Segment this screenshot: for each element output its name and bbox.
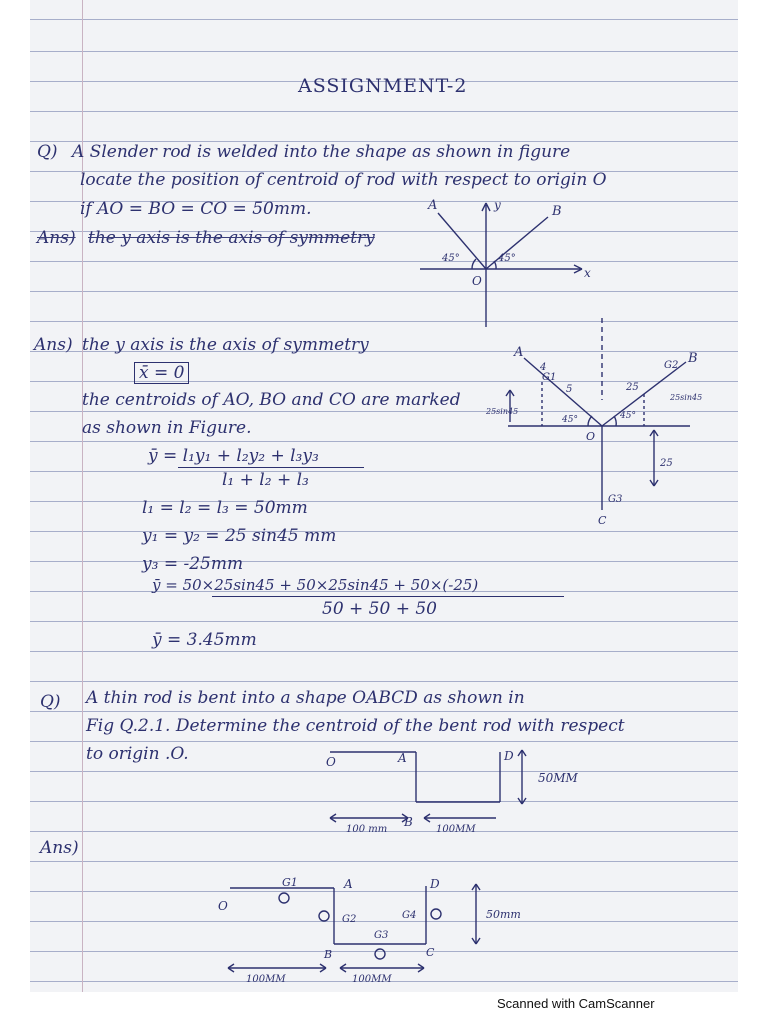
ans1-fig-label-c: C: [598, 514, 607, 527]
ans2-fig-width-1: 100MM: [246, 974, 286, 985]
ans1-fraction-bar-2: [212, 596, 564, 597]
ans1-fig-angle-1: 45°: [562, 415, 578, 425]
ans1-label: Ans): [34, 335, 73, 355]
ans1-y3: y₃ = -25mm: [142, 554, 244, 574]
q1-fig-label-x: x: [584, 266, 591, 280]
q1-fig-label-a: A: [428, 198, 438, 213]
q2-fig-label-o: O: [326, 755, 336, 769]
ans1-fig-label-b: B: [688, 351, 698, 366]
q2-label: Q): [40, 692, 61, 712]
ans1-result: ȳ = 3.45mm: [152, 630, 257, 650]
ans2-fig-label-g1: G1: [282, 876, 298, 889]
q1-fig-angle-2: 45°: [498, 253, 516, 264]
ans2-fig-label-d: D: [430, 877, 440, 891]
ans1-substitution: ȳ = 50×25sin45 + 50×25sin45 + 50×(-25): [152, 576, 479, 594]
ans2-fig-label-b: B: [324, 948, 333, 961]
ans2-fig-label-g2: G2: [342, 914, 357, 925]
ans1-fig-dim-right: 25sin45: [670, 393, 703, 402]
q1-fig-label-y: y: [494, 198, 501, 212]
ans2-fig-height: 50mm: [486, 908, 521, 921]
ans1-fraction-bar-1: [178, 467, 364, 468]
q1-line-2: locate the position of centroid of rod with respect to origin O: [80, 170, 607, 190]
ans1-line-3: the centroids of AO, BO and CO are marked: [82, 390, 461, 410]
ans1-fig-dim-down: 25: [660, 458, 673, 469]
ans2-figure: [200, 870, 540, 990]
ans1-fig-len-3: 25: [626, 382, 639, 393]
q2-line-3: to origin .O.: [86, 744, 189, 764]
ans1-fig-label-o: O: [586, 430, 596, 443]
ans2-fig-label-c: C: [426, 946, 435, 959]
ans1-line-1: the y axis is the axis of symmetry: [82, 335, 369, 355]
ans2-fig-label-a: A: [344, 877, 353, 891]
q1-fig-label-o: O: [472, 274, 482, 288]
ans1-line-4: as shown in Figure.: [82, 418, 252, 438]
q2-fig-label-b: B: [404, 815, 413, 829]
q1-struck-text: the y axis is the axis of symmetry: [88, 228, 375, 248]
q1-fig-angle-1: 45°: [442, 253, 460, 264]
ans1-fig-label-a: A: [514, 345, 524, 360]
ans1-xbar: x̄ = 0: [134, 362, 189, 384]
q2-line-1: A thin rod is bent into a shape OABCD as shown in: [86, 688, 525, 708]
q2-line-2: Fig Q.2.1. Determine the centroid of the bent rod with respect: [86, 716, 625, 736]
ans1-substitution-denominator: 50 + 50 + 50: [322, 599, 437, 619]
ans1-fig-label-g2: G2: [664, 360, 679, 371]
ans1-fig-angle-2: 45°: [620, 411, 636, 421]
q2-fig-width-2: 100MM: [436, 824, 476, 835]
ans1-fig-len-1: 4: [540, 362, 547, 373]
q2-figure: [300, 740, 620, 840]
scanner-watermark: Scanned with CamScanner: [497, 996, 655, 1011]
q1-label: Q): [37, 142, 58, 162]
page-title: ASSIGNMENT-2: [298, 75, 468, 97]
ans1-fig-dim-left: 25sin45: [486, 407, 519, 416]
q2-fig-label-d: D: [504, 749, 514, 763]
q1-line-3: if AO = BO = CO = 50mm.: [80, 199, 312, 219]
ans1-ybar-numerator: ȳ = l₁y₁ + l₂y₂ + l₃y₃: [148, 446, 319, 466]
q1-fig-label-b: B: [552, 204, 562, 219]
ans1-fig-label-g3: G3: [608, 494, 623, 505]
ans1-fig-len-2: 5: [566, 384, 573, 395]
ans1-fig-label-g1: G1: [542, 372, 557, 383]
ans2-label: Ans): [40, 838, 79, 858]
ans1-y1-y2: y₁ = y₂ = 25 sin45 mm: [142, 526, 337, 546]
q2-fig-label-a: A: [398, 751, 407, 765]
q2-fig-width-1: 100 mm: [346, 824, 388, 835]
q2-fig-height: 50MM: [538, 771, 578, 785]
ans1-figure: [484, 310, 724, 535]
ans2-fig-label-g4: G4: [402, 910, 417, 921]
ans1-lengths: l₁ = l₂ = l₃ = 50mm: [142, 498, 308, 518]
q1-line-1: A Slender rod is welded into the shape as shown in figure: [72, 142, 571, 162]
ans2-fig-label-o: O: [218, 899, 228, 913]
q1-struck-label: Ans): [37, 228, 76, 248]
ans2-fig-label-g3: G3: [374, 930, 389, 941]
ans1-ybar-denominator: l₁ + l₂ + l₃: [222, 470, 309, 490]
ans2-fig-width-2: 100MM: [352, 974, 392, 985]
